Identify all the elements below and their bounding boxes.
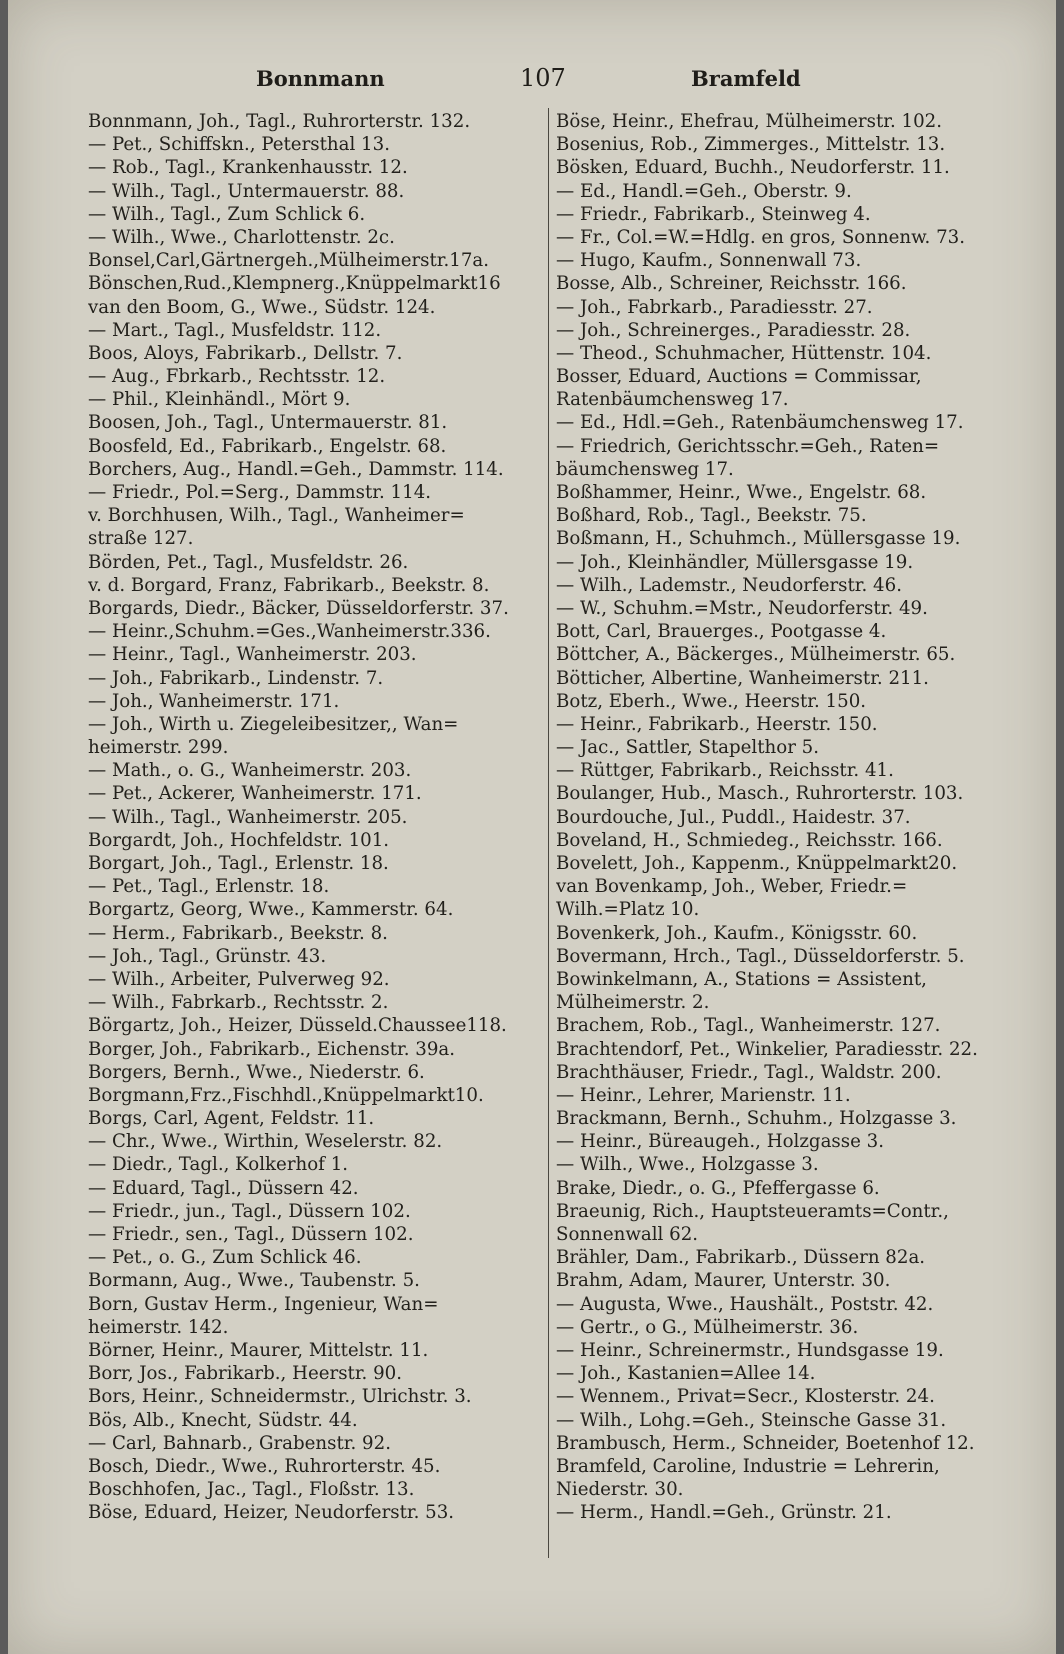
directory-entry-line: — Theod., Schuhmacher, Hüttenstr. 104. (556, 342, 932, 364)
directory-entry-line: — Heinr., Büreaugeh., Holzgasse 3. (556, 1131, 884, 1153)
directory-entry-line: Borgs, Carl, Agent, Feldstr. 11. (88, 1108, 375, 1130)
directory-entry-line: Borchers, Aug., Handl.=Geh., Dammstr. 114. (88, 458, 504, 480)
directory-entry-line: Bovenkerk, Joh., Kaufm., Königsstr. 60. (556, 922, 918, 944)
directory-entry-line: — Joh., Schreinerges., Paradiesstr. 28. (556, 319, 911, 341)
directory-entry-line: — Joh., Kastanien=Allee 14. (556, 1363, 816, 1385)
directory-entry-line: heimerstr. 142. (88, 1316, 229, 1338)
directory-entry-line: van Bovenkamp, Joh., Weber, Friedr.= (556, 876, 908, 898)
directory-entry-line: — Heinr., Schreinermstr., Hundsgasse 19. (556, 1339, 944, 1361)
directory-entry-line: — Joh., Wanheimerstr. 171. (88, 690, 340, 712)
directory-entry-line: Borgmann,Frz.,Fischhdl.,Knüppelmarkt10. (88, 1084, 484, 1106)
directory-entry-line: Böse, Heinr., Ehefrau, Mülheimerstr. 102. (556, 111, 943, 132)
directory-entry-line: — Friedr., jun., Tagl., Düssern 102. (88, 1200, 411, 1222)
directory-entry-line: Bosse, Alb., Schreiner, Reichsstr. 166. (556, 273, 907, 295)
directory-entry-line: — Chr., Wwe., Wirthin, Weselerstr. 82. (88, 1131, 443, 1153)
directory-entry-line: Bösken, Eduard, Buchh., Neudorferstr. 11. (556, 157, 950, 179)
directory-entry-line: — Wilh., Tagl., Untermauerstr. 88. (88, 180, 405, 202)
directory-entry-line: — Wilh., Wwe., Holzgasse 3. (556, 1154, 819, 1176)
directory-entry-line: Brachtendorf, Pet., Winkelier, Paradiesstr. 22. (556, 1038, 978, 1060)
directory-entry-line: — Wilh., Tagl., Zum Schlick 6. (88, 203, 366, 225)
directory-entry-line: Boosfeld, Ed., Fabrikarb., Engelstr. 68. (88, 435, 447, 457)
directory-entry-line: Bormann, Aug., Wwe., Taubenstr. 5. (88, 1270, 420, 1292)
directory-entry-line: Bowinkelmann, A., Stations = Assistent, (556, 968, 927, 990)
directory-entry-line: — Pet., Ackerer, Wanheimerstr. 171. (88, 783, 422, 805)
directory-entry-line: Bramfeld, Caroline, Industrie = Lehrerin, (556, 1455, 940, 1477)
directory-entry-line: — Wilh., Tagl., Wanheimerstr. 205. (88, 806, 408, 828)
directory-entry-line: Bors, Heinr., Schneidermstr., Ulrichstr. 3. (88, 1386, 472, 1408)
directory-entry-line: Bourdouche, Jul., Puddl., Haidestr. 37. (556, 806, 911, 828)
directory-entry-line: Sonnenwall 62. (556, 1224, 699, 1245)
directory-entry-line: — Heinr., Lehrer, Marienstr. 11. (556, 1084, 851, 1106)
directory-entry-line: Botz, Eberh., Wwe., Heerstr. 150. (556, 690, 867, 712)
directory-entry-line: Boveland, H., Schmiedeg., Reichsstr. 166. (556, 829, 943, 851)
header-right-catchword: Bramfeld (691, 66, 801, 91)
right-column (556, 110, 1008, 1524)
directory-entry-line: — Fr., Col.=W.=Hdlg. en gros, Sonnenw. 73. (556, 226, 966, 248)
directory-entry-line: v. Borchhusen, Wilh., Tagl., Wanheimer= (88, 505, 465, 527)
directory-entry-line: Boulanger, Hub., Masch., Ruhrorterstr. 103. (556, 783, 964, 805)
directory-entry-line: Bott, Carl, Brauerges., Pootgasse 4. (556, 621, 887, 643)
directory-entry-line: straße 127. (88, 528, 194, 550)
directory-entry-line: — Gertr., o G., Mülheimerstr. 36. (556, 1316, 859, 1338)
directory-entry-line: — Aug., Fbrkarb., Rechtsstr. 12. (88, 366, 386, 388)
directory-entry-line: Brahm, Adam, Maurer, Unterstr. 30. (556, 1270, 891, 1292)
directory-entry-line: Borr, Jos., Fabrikarb., Heerstr. 90. (88, 1363, 403, 1385)
column-divider (548, 108, 549, 1558)
left-column (88, 110, 534, 1524)
directory-entry-line: — Math., o. G., Wanheimerstr. 203. (88, 760, 412, 782)
directory-entry-line: — Jac., Sattler, Stapelthor 5. (556, 737, 820, 759)
directory-entry-line: Bös, Alb., Knecht, Südstr. 44. (88, 1409, 358, 1431)
directory-entry-line: — Carl, Bahnarb., Grabenstr. 92. (88, 1432, 391, 1454)
directory-entry-line: — Eduard, Tagl., Düssern 42. (88, 1177, 359, 1199)
page-header (8, 62, 1056, 102)
directory-entry-line: — Herm., Fabrikarb., Beekstr. 8. (88, 922, 388, 944)
directory-entry-line: — Friedrich, Gerichtsschr.=Geh., Raten= (556, 435, 940, 457)
directory-entry-line: Börden, Pet., Tagl., Musfeldstr. 26. (88, 551, 409, 573)
page-number: 107 (520, 64, 566, 92)
directory-entry-line: — Wilh., Wwe., Charlottenstr. 2c. (88, 226, 395, 248)
directory-entry-line: — Pet., Tagl., Erlenstr. 18. (88, 876, 330, 898)
directory-entry-line: Boßmann, H., Schuhmch., Müllersgasse 19. (556, 528, 961, 550)
directory-entry-line: Borger, Joh., Fabrikarb., Eichenstr. 39a. (88, 1038, 456, 1060)
directory-entry-line: — Ed., Hdl.=Geh., Ratenbäumchensweg 17. (556, 412, 964, 434)
directory-entry-line: Wilh.=Platz 10. (556, 899, 700, 921)
directory-entry-line: — Joh., Fabrikarb., Lindenstr. 7. (88, 667, 384, 689)
directory-entry-line: Böttcher, A., Bäckerges., Mülheimerstr. 65. (556, 644, 956, 666)
directory-entry-line: Niederstr. 30. (556, 1479, 684, 1501)
directory-entry-line: Brambusch, Herm., Schneider, Boetenhof 12. (556, 1432, 975, 1454)
directory-entry-line: — Wilh., Lohg.=Geh., Steinsche Gasse 31. (556, 1409, 947, 1431)
header-left-catchword: Bonnmann (256, 66, 385, 91)
directory-entry-line: Boosen, Joh., Tagl., Untermauerstr. 81. (88, 412, 448, 434)
directory-entry-line: Boßhammer, Heinr., Wwe., Engelstr. 68. (556, 482, 927, 503)
directory-entry-line: bäumchensweg 17. (556, 458, 734, 480)
directory-entry-line: — Joh., Kleinhändler, Müllersgasse 19. (556, 551, 914, 573)
directory-entry-line: — Wennem., Privat=Secr., Klosterstr. 24. (556, 1386, 935, 1408)
directory-entry-line: Brachthäuser, Friedr., Tagl., Waldstr. 200. (556, 1061, 942, 1083)
directory-entry-line: heimerstr. 299. (88, 737, 229, 759)
directory-entry-line: Bönschen,Rud.,Klempnerg.,Knüppelmarkt16 (88, 273, 501, 295)
directory-entry-line: — Mart., Tagl., Musfeldstr. 112. (88, 319, 382, 341)
directory-entry-line: — Pet., o. G., Zum Schlick 46. (88, 1247, 362, 1269)
directory-entry-line: — Heinr., Tagl., Wanheimerstr. 203. (88, 644, 417, 666)
directory-entry-line: — Wilh., Lademstr., Neudorferstr. 46. (556, 574, 902, 596)
directory-entry-line: Born, Gustav Herm., Ingenieur, Wan= (88, 1293, 439, 1315)
directory-entry-line: — Friedr., Pol.=Serg., Dammstr. 114. (88, 482, 432, 503)
directory-page (8, 0, 1056, 1654)
directory-entry-line: Boßhard, Rob., Tagl., Beekstr. 75. (556, 505, 867, 527)
directory-entry-line: Boschhofen, Jac., Tagl., Floßstr. 13. (88, 1479, 415, 1501)
directory-entry-line: — Heinr., Fabrikarb., Heerstr. 150. (556, 713, 878, 735)
directory-entry-line: van den Boom, G., Wwe., Südstr. 124. (88, 296, 436, 318)
directory-entry-line: — Joh., Tagl., Grünstr. 43. (88, 945, 327, 967)
directory-entry-line: Böse, Eduard, Heizer, Neudorferstr. 53. (88, 1502, 455, 1524)
directory-entry-line: — Rob., Tagl., Krankenhausstr. 12. (88, 157, 408, 179)
directory-entry-line: Brackmann, Bernh., Schuhm., Holzgasse 3. (556, 1108, 957, 1130)
directory-entry-line: — Augusta, Wwe., Haushält., Poststr. 42. (556, 1293, 934, 1315)
directory-entry-line: Brähler, Dam., Fabrikarb., Düssern 82a. (556, 1247, 926, 1269)
directory-entry-line: Braeunig, Rich., Hauptsteueramts=Contr., (556, 1200, 949, 1222)
directory-entry-line: — W., Schuhm.=Mstr., Neudorferstr. 49. (556, 597, 928, 619)
directory-entry-line: — Rüttger, Fabrikarb., Reichsstr. 41. (556, 760, 894, 782)
directory-entry-line: Bonsel,Carl,Gärtnergeh.,Mülheimerstr.17a. (88, 250, 490, 272)
directory-entry-line: Bosch, Diedr., Wwe., Ruhrorterstr. 45. (88, 1455, 441, 1477)
directory-entry-line: Brake, Diedr., o. G., Pfeffergasse 6. (556, 1177, 880, 1199)
directory-entry-line: Bosser, Eduard, Auctions = Commissar, (556, 366, 922, 388)
directory-entry-line: Boos, Aloys, Fabrikarb., Dellstr. 7. (88, 342, 403, 364)
directory-entry-line: — Joh., Fabrkarb., Paradiesstr. 27. (556, 296, 873, 318)
directory-entry-line: v. d. Borgard, Franz, Fabrikarb., Beekstr. 8. (88, 574, 490, 596)
directory-entry-line: Börner, Heinr., Maurer, Mittelstr. 11. (88, 1339, 429, 1361)
directory-entry-line: — Wilh., Fabrkarb., Rechtsstr. 2. (88, 992, 389, 1014)
directory-entry-line: — Hugo, Kaufm., Sonnenwall 73. (556, 250, 862, 272)
directory-entry-line: Bötticher, Albertine, Wanheimerstr. 211. (556, 667, 929, 689)
directory-entry-line: Borgartz, Georg, Wwe., Kammerstr. 64. (88, 899, 454, 921)
directory-entry-line: — Joh., Wirth u. Ziegeleibesitzer,, Wan= (88, 713, 459, 735)
directory-entry-line: Borgers, Bernh., Wwe., Niederstr. 6. (88, 1061, 425, 1083)
directory-entry-line: Bovermann, Hrch., Tagl., Düsseldorferstr. 5. (556, 945, 965, 967)
directory-entry-line: — Friedr., Fabrikarb., Steinweg 4. (556, 203, 871, 225)
directory-entry-line: Borgart, Joh., Tagl., Erlenstr. 18. (88, 853, 389, 874)
directory-entry-line: Brachem, Rob., Tagl., Wanheimerstr. 127. (556, 1015, 941, 1037)
directory-entry-line: Bovelett, Joh., Kappenm., Knüppelmarkt20. (556, 853, 958, 874)
directory-entry-line: — Wilh., Arbeiter, Pulverweg 92. (88, 968, 390, 990)
directory-entry-line: Bonnmann, Joh., Tagl., Ruhrorterstr. 132. (88, 111, 471, 132)
directory-entry-line: Bosenius, Rob., Zimmerges., Mittelstr. 13. (556, 134, 946, 156)
directory-entry-line: — Ed., Handl.=Geh., Oberstr. 9. (556, 180, 852, 202)
directory-entry-line: Mülheimerstr. 2. (556, 992, 710, 1014)
directory-entry-line: — Heinr.,Schuhm.=Ges.,Wanheimerstr.336. (88, 621, 491, 643)
directory-entry-line: Börgartz, Joh., Heizer, Düsseld.Chaussee118. (88, 1015, 507, 1037)
directory-entry-line: — Pet., Schiffskn., Petersthal 13. (88, 134, 390, 156)
directory-entry-line: — Friedr., sen., Tagl., Düssern 102. (88, 1224, 414, 1245)
directory-entry-line: — Herm., Handl.=Geh., Grünstr. 21. (556, 1502, 892, 1524)
directory-entry-line: — Diedr., Tagl., Kolkerhof 1. (88, 1154, 349, 1176)
directory-entry-line: Borgardt, Joh., Hochfeldstr. 101. (88, 829, 390, 851)
directory-entry-line: Borgards, Diedr., Bäcker, Düsseldorferstr. 37. (88, 597, 509, 619)
directory-entry-line: Ratenbäumchensweg 17. (556, 389, 789, 411)
directory-entry-line: — Phil., Kleinhändl., Mört 9. (88, 389, 351, 411)
